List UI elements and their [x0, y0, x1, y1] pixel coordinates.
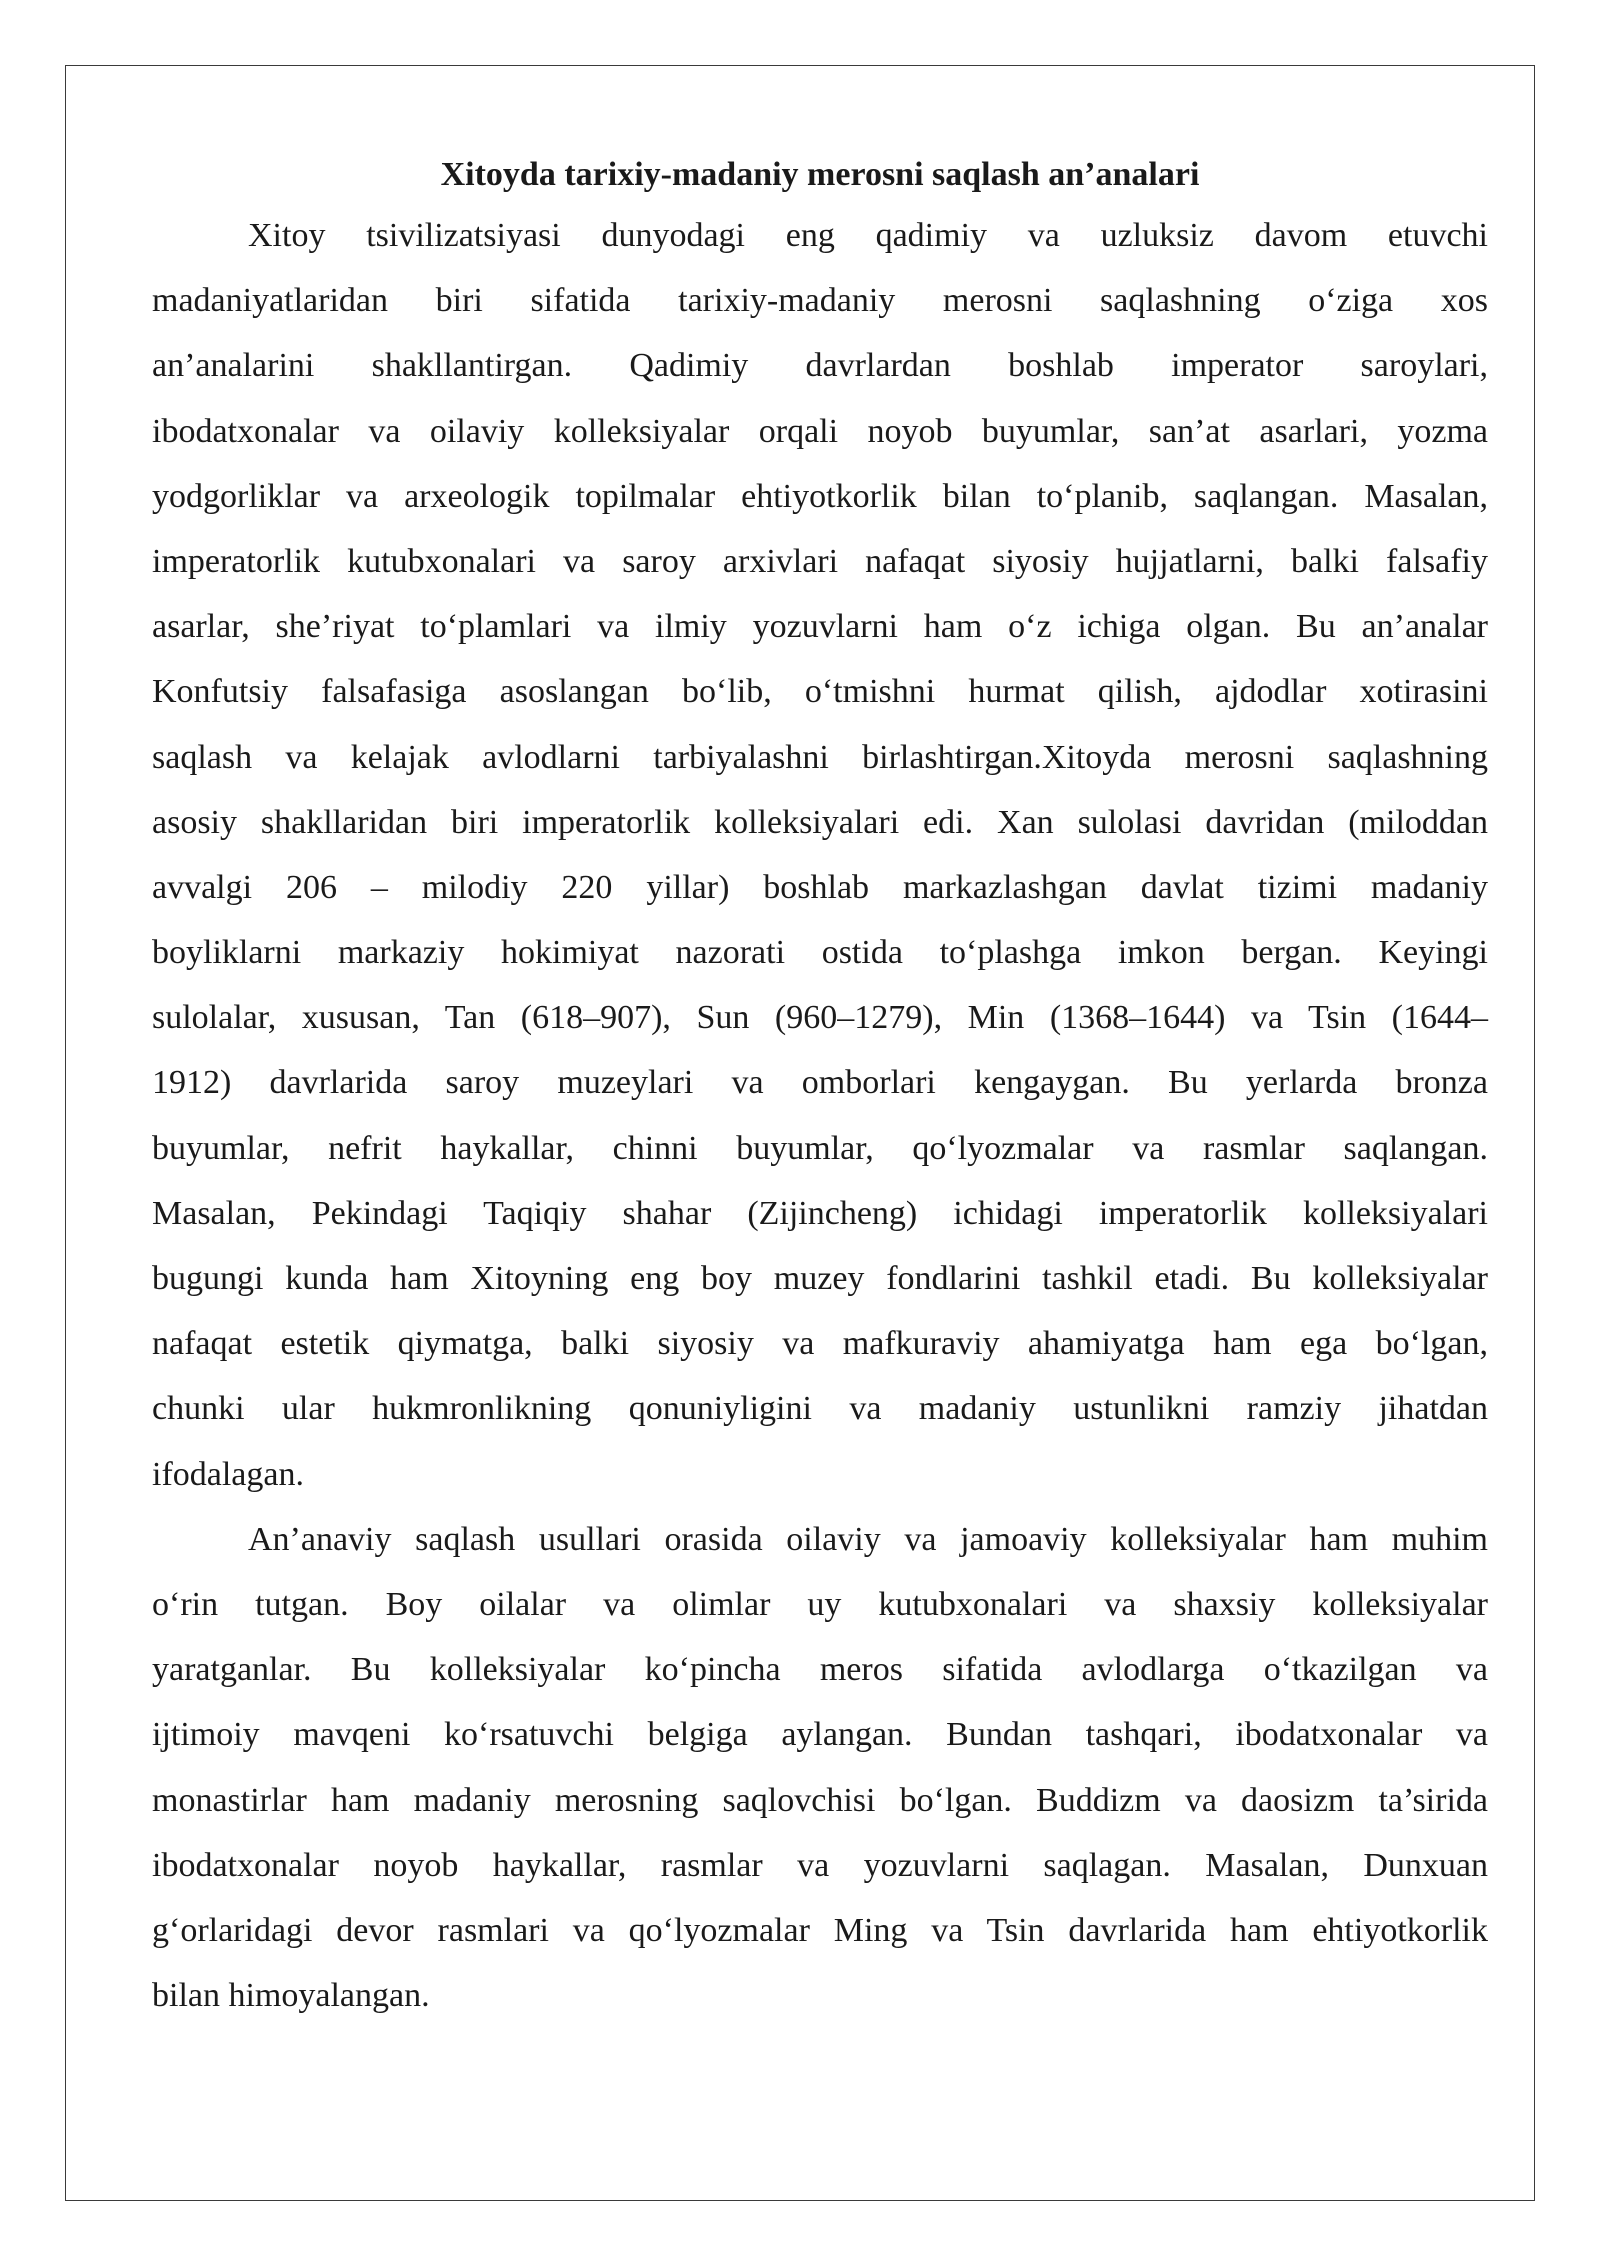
paragraph-line: sulolalar, xususan, Tan (618–907), Sun (960–1279), Min (1368–1644) va Tsin (1644– [152, 999, 1488, 1037]
paragraph-line: ibodatxonalar noyob haykallar, rasmlar va yozuvlarni saqlagan. Masalan, Dunxuan [152, 1846, 1488, 1884]
paragraph-line: ijtimoiy mavqeni ko‘rsatuvchi belgiga aylangan. Bundan tashqari, ibodatxonalar va [152, 1716, 1488, 1754]
document-title: Xitoyda tarixiy-madaniy merosni saqlash an’analari [440, 156, 1200, 193]
paragraph [152, 1507, 1488, 2029]
paragraph-line: Konfutsiy falsafasiga asoslangan bo‘lib, o‘tmishni hurmat qilish, ajdodlar xotirasini [152, 673, 1488, 711]
paragraph-line: Xitoy tsivilizatsiyasi dunyodagi eng qadimiy va uzluksiz davom etuvchi [248, 217, 1488, 254]
paragraphs-container [152, 203, 1488, 2028]
paragraph-line: Masalan, Pekindagi Taqiqiy shahar (Zijincheng) ichidagi imperatorlik kolleksiyalari [152, 1194, 1488, 1232]
paragraph-line: yaratganlar. Bu kolleksiyalar ko‘pincha meros sifatida avlodlarga o‘tkazilgan va [152, 1651, 1488, 1689]
paragraph-line: imperatorlik kutubxonalari va saroy arxivlari nafaqat siyosiy hujjatlarni, balki falsafiy [152, 542, 1488, 580]
paragraph [152, 203, 1488, 1507]
paragraph-line: o‘rin tutgan. Boy oilalar va olimlar uy kutubxonalari va shaxsiy kolleksiyalar [152, 1585, 1488, 1623]
paragraph-line: an’analarini shakllantirgan. Qadimiy davrlardan boshlab imperator saroylari, [152, 347, 1488, 385]
paragraph-line: bilan himoyalangan. [152, 1977, 430, 2015]
document-body [152, 151, 1488, 2028]
paragraph-line: An’anaviy saqlash usullari orasida oilaviy va jamoaviy kolleksiyalar ham muhim [248, 1520, 1488, 1558]
paragraph-line: yodgorliklar va arxeologik topilmalar ehtiyotkorlik bilan to‘planib, saqlangan. Masalan, [152, 477, 1488, 515]
paragraph-line: madaniyatlaridan biri sifatida tarixiy-madaniy merosni saqlashning o‘ziga xos [152, 282, 1488, 320]
paragraph-line: asosiy shakllaridan biri imperatorlik kolleksiyalari edi. Xan sulolasi davridan (miloddan [152, 803, 1488, 841]
paragraph-line: chunki ular hukmronlikning qonuniyligini va madaniy ustunlikni ramziy jihatdan [152, 1390, 1488, 1428]
paragraph-line: boyliklarni markaziy hokimiyat nazorati ostida to‘plashga imkon bergan. Keyingi [152, 934, 1488, 972]
paragraph-line: ibodatxonalar va oilaviy kolleksiyalar orqali noyob buyumlar, san’at asarlari, yozma [152, 412, 1488, 450]
paragraph-line: avvalgi 206 – milodiy 220 yillar) boshlab markazlashgan davlat tizimi madaniy [152, 868, 1488, 906]
paragraph-line: buyumlar, nefrit haykallar, chinni buyumlar, qo‘lyozmalar va rasmlar saqlangan. [152, 1129, 1488, 1167]
paragraph-line: saqlash va kelajak avlodlarni tarbiyalashni birlashtirgan.Xitoyda merosni saqlashning [152, 738, 1488, 776]
paragraph-line: asarlar, she’riyat to‘plamlari va ilmiy yozuvlarni ham o‘z ichiga olgan. Bu an’analar [152, 608, 1488, 646]
paragraph-line: ifodalagan. [152, 1455, 304, 1493]
paragraph-line: monastirlar ham madaniy merosning saqlovchisi bo‘lgan. Buddizm va daosizm ta’sirida [152, 1781, 1488, 1819]
paragraph-line: bugungi kunda ham Xitoyning eng boy muzey fondlarini tashkil etadi. Bu kolleksiyalar [152, 1260, 1488, 1297]
paragraph-line: g‘orlaridagi devor rasmlari va qo‘lyozmalar Ming va Tsin davrlarida ham ehtiyotkorlik [152, 1911, 1488, 1949]
paragraph-line: nafaqat estetik qiymatga, balki siyosiy va mafkuraviy ahamiyatga ham ega bo‘lgan, [152, 1325, 1488, 1363]
paragraph-line: 1912) davrlarida saroy muzeylari va omborlari kengaygan. Bu yerlarda bronza [152, 1064, 1488, 1102]
